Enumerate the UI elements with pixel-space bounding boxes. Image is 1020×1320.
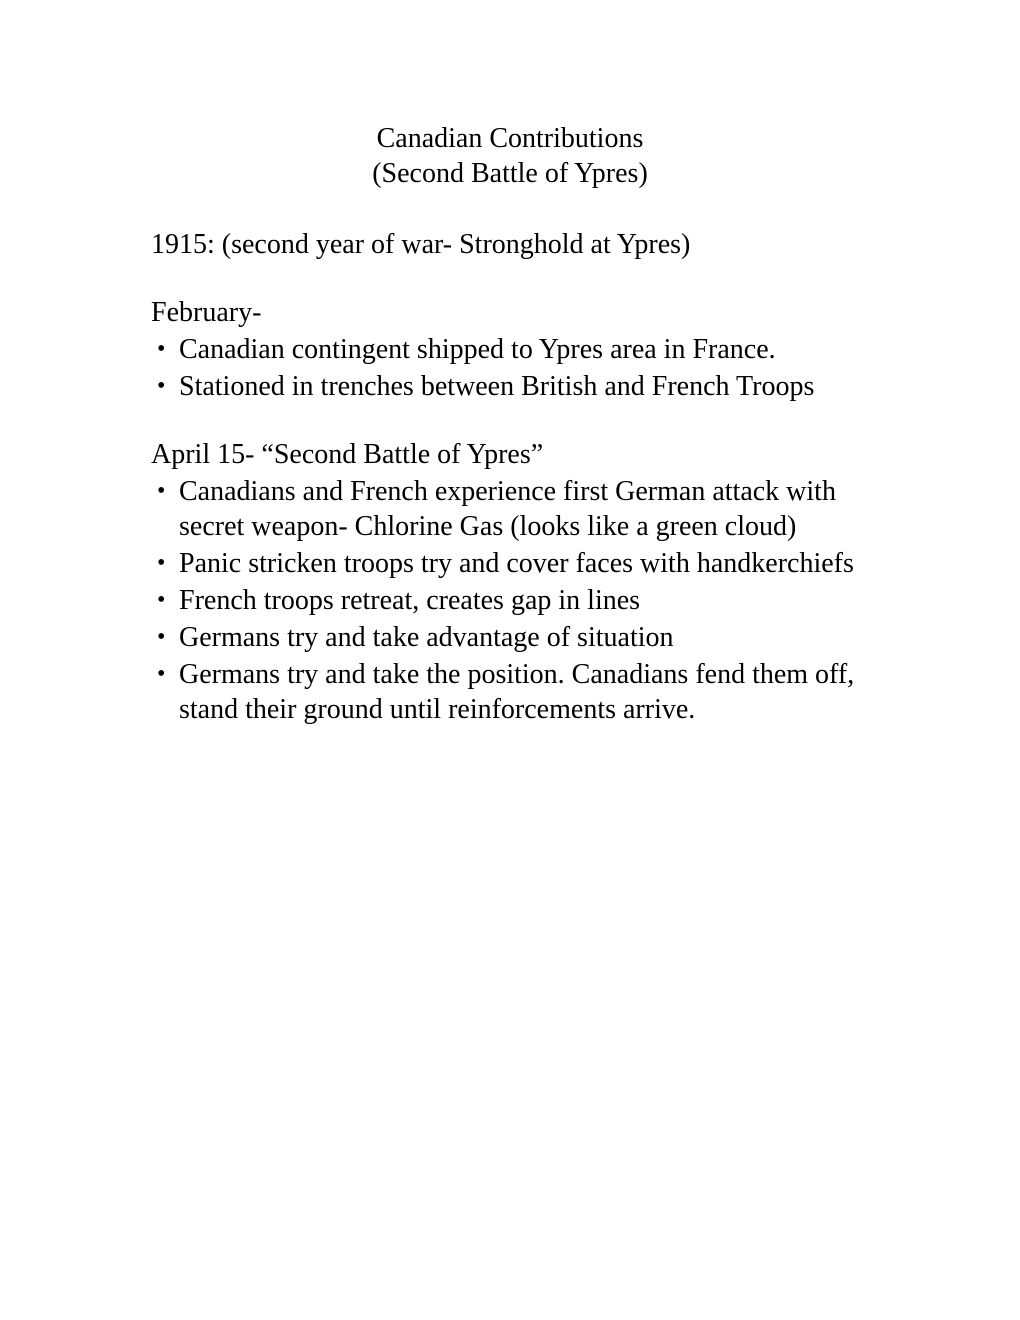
bullet-icon: • bbox=[157, 478, 166, 504]
bullet-icon: • bbox=[157, 373, 166, 399]
list-item-text: Germans try and take the position. Canadians fend them off, stand their ground until reinforcements arrive. bbox=[179, 659, 855, 725]
document-title bbox=[0, 121, 1020, 191]
list-item bbox=[157, 546, 877, 581]
list-item bbox=[157, 583, 877, 618]
list-item-text: French troops retreat, creates gap in lines bbox=[179, 585, 641, 616]
list-item bbox=[157, 474, 877, 544]
list-item bbox=[157, 332, 877, 367]
list-item-text: Panic stricken troops try and cover faces with handkerchiefs bbox=[179, 548, 854, 579]
bullet-icon: • bbox=[157, 661, 166, 687]
list-item bbox=[157, 369, 877, 404]
february-bullet-list bbox=[157, 332, 877, 406]
list-item-text: Germans try and take advantage of situation bbox=[179, 622, 674, 653]
title-line-2: (Second Battle of Ypres) bbox=[372, 158, 648, 189]
bullet-icon: • bbox=[157, 624, 166, 650]
list-item-text: Canadians and French experience first German attack with secret weapon- Chlorine Gas (looks like a green cloud) bbox=[179, 476, 836, 542]
list-item-text: Stationed in trenches between British and French Troops bbox=[179, 371, 815, 402]
intro-line: 1915: (second year of war- Stronghold at Ypres) bbox=[151, 229, 691, 260]
bullet-icon: • bbox=[157, 336, 166, 362]
list-item bbox=[157, 620, 877, 655]
list-item bbox=[157, 657, 877, 727]
list-item-text: Canadian contingent shipped to Ypres area in France. bbox=[179, 334, 776, 365]
bullet-icon: • bbox=[157, 587, 166, 613]
section-heading-april: April 15- “Second Battle of Ypres” bbox=[151, 439, 544, 470]
section-heading-february: February- bbox=[151, 297, 262, 328]
bullet-icon: • bbox=[157, 550, 166, 576]
title-line-1: Canadian Contributions bbox=[376, 123, 644, 154]
april-bullet-list bbox=[157, 474, 877, 729]
